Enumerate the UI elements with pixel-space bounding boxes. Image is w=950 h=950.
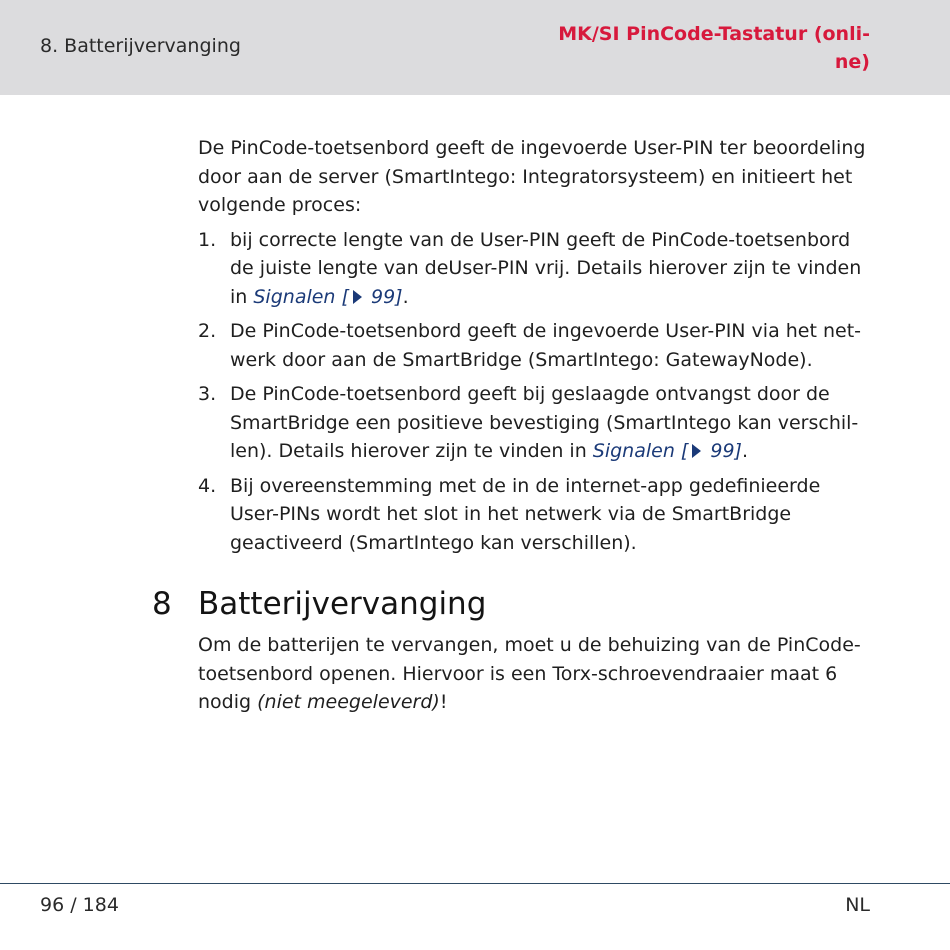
header-product-line2: ne)	[834, 51, 870, 73]
section-title: Batterijvervanging	[198, 586, 487, 622]
page-arrow-icon	[692, 444, 701, 458]
step-number: 1.	[198, 228, 217, 251]
step-number: 3.	[198, 383, 217, 405]
link-page: 99]	[704, 440, 742, 462]
link-label: Signalen [	[592, 440, 689, 462]
footer-divider	[0, 883, 950, 884]
list-item	[198, 317, 868, 374]
header-chapter: 8. Batterijvervanging	[40, 35, 241, 57]
signalen-link[interactable]	[593, 440, 742, 462]
list-item	[198, 380, 868, 466]
step-number: 4.	[198, 474, 217, 497]
list-item	[198, 472, 868, 558]
header-product-title	[540, 20, 870, 76]
main-content	[198, 134, 868, 563]
step-end: .	[402, 285, 409, 308]
page-arrow-icon	[353, 290, 362, 304]
section-body-end: !	[439, 691, 448, 713]
step-text: bij correcte lengte van de User-PIN geeft de PinCode-toetsenbord de juiste lengte van deUser-PIN vrij. Details hierover zijn te vinden in	[230, 228, 862, 308]
signalen-link[interactable]	[253, 286, 402, 308]
intro-paragraph: De PinCode-toetsenbord geeft de ingevoerde User-PIN ter beoordeling door aan de server (SmartIntego: Integratorsysteem) en initieert het volgende proces:	[198, 137, 866, 216]
section-number: 8	[152, 586, 172, 622]
page-number: 96 / 184	[40, 894, 119, 916]
section-body-text: Om de batterijen te vervangen, moet u de behuizing van de PinCode-toetsenbord openen. Hiervoor is een Torx-schroevendraaier maat 6 nodig	[198, 634, 861, 713]
page-header	[0, 0, 950, 95]
section-body-note: (niet meegeleverd)	[257, 691, 440, 713]
language-code: NL	[845, 894, 870, 916]
step-text: De PinCode-toetsenbord geeft bij geslaagde ontvangst door de SmartBridge een positieve bevestiging (SmartIntego kan verschil-len). Details hierover zijn te vinden in	[230, 383, 859, 462]
step-end: .	[741, 440, 749, 462]
link-page: 99]	[364, 285, 403, 308]
link-label: Signalen [	[253, 285, 349, 308]
list-item	[198, 226, 868, 312]
header-product-line1: MK/SI PinCode-Tastatur (onli-	[558, 23, 870, 45]
section-body	[198, 631, 868, 717]
process-steps-list	[198, 226, 868, 558]
step-text: Bij overeenstemming met de in de internet-app gedefinieerde User-PINs wordt het slot in het netwerk via de SmartBridge geactiveerd (SmartIntego kan verschillen).	[230, 474, 821, 554]
step-text: De PinCode-toetsenbord geeft de ingevoerde User-PIN via het net-werk door aan de SmartBridge (SmartIntego: GatewayNode).	[230, 320, 862, 371]
step-number: 2.	[198, 320, 217, 342]
